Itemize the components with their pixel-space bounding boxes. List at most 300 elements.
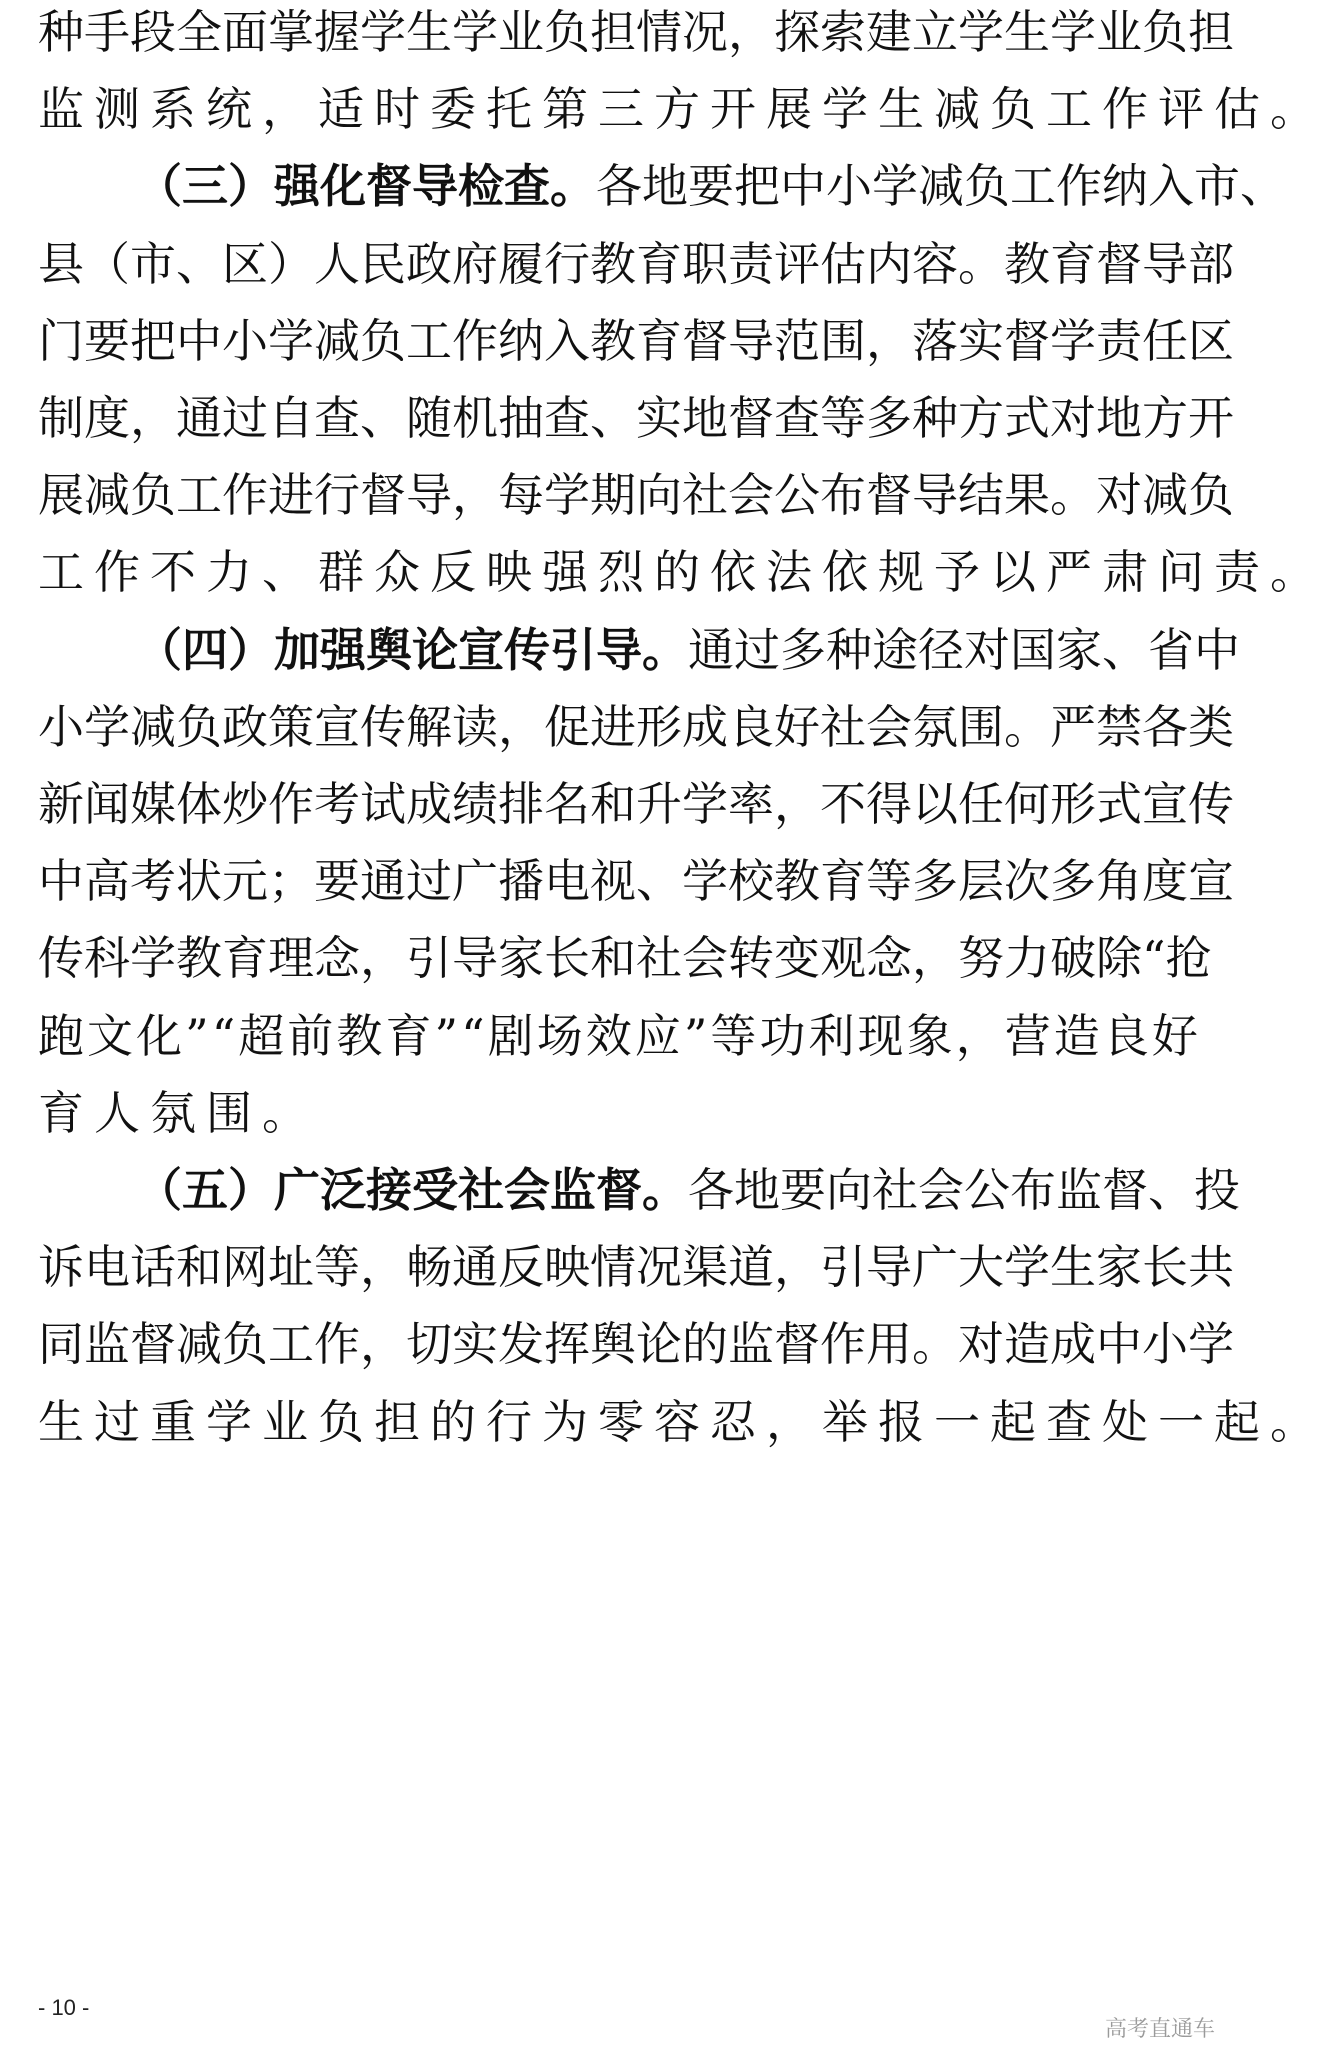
text-line [38, 851, 1234, 911]
text-char: 社 [820, 700, 866, 754]
text-char: 念 [314, 931, 360, 985]
text-char: 同 [38, 1317, 84, 1371]
text-char: 转 [728, 931, 774, 985]
text-char: 地 [734, 1163, 780, 1217]
text-line [38, 79, 1326, 139]
text-char: 宣 [1142, 777, 1188, 831]
text-char: 电 [84, 1240, 130, 1294]
text-char: 机 [452, 391, 498, 445]
text-char: 通 [452, 1240, 498, 1294]
text-char: 查 [314, 391, 360, 445]
text-char: 县 [38, 237, 84, 291]
text-char: 地 [682, 391, 728, 445]
text-char: ， [766, 1395, 822, 1449]
heading-char: 论 [412, 623, 458, 677]
text-char: 形 [636, 700, 682, 754]
text-char: “ [211, 1009, 236, 1063]
text-char: 传 [38, 931, 84, 985]
text-char: 实 [636, 391, 682, 445]
text-char: 长 [1142, 1240, 1188, 1294]
text-char: 围 [206, 1086, 262, 1140]
text-char: 闻 [84, 777, 130, 831]
text-char: 次 [1004, 854, 1050, 908]
text-char: 展 [766, 82, 822, 136]
heading-char: 督 [366, 159, 412, 213]
text-char: 估 [820, 237, 866, 291]
text-char: 和 [590, 931, 636, 985]
text-char: 监 [84, 1317, 130, 1371]
text-char: 行 [314, 468, 360, 522]
text-char: 开 [1188, 391, 1234, 445]
text-char: 场 [536, 1009, 583, 1063]
text-char: 过 [734, 623, 780, 677]
text-char: 严 [1046, 545, 1102, 599]
heading-char: 强 [274, 159, 320, 213]
text-char: 址 [268, 1240, 314, 1294]
text-char: 地 [1096, 391, 1142, 445]
text-char: 要 [84, 314, 130, 368]
text-char: 。 [1270, 1395, 1326, 1449]
text-char: 学 [872, 159, 918, 213]
text-char: 、 [636, 854, 682, 908]
text-char: 人 [94, 1086, 150, 1140]
text-char: 容 [654, 1395, 710, 1449]
text-char: 责 [1214, 545, 1270, 599]
text-char: 排 [498, 777, 544, 831]
text-char: 学 [452, 5, 498, 59]
heading-char: 四 [182, 623, 228, 677]
text-char: 良 [1102, 1009, 1149, 1063]
text-char: 忍 [710, 1395, 766, 1449]
heading-char: 泛 [320, 1163, 366, 1217]
text-char: 炒 [222, 777, 268, 831]
text-char: 民 [360, 237, 406, 291]
text-char: 映 [544, 1240, 590, 1294]
text-line [38, 774, 1234, 834]
text-char: 角 [1096, 854, 1142, 908]
text-char: 举 [822, 1395, 878, 1449]
text-char: 传 [1188, 777, 1234, 831]
text-char: 围 [958, 700, 1004, 754]
text-char: 入 [544, 314, 590, 368]
text-char: 督 [1096, 237, 1142, 291]
text-char: 生 [406, 5, 452, 59]
text-char: 方 [654, 82, 710, 136]
text-char: 适 [318, 82, 374, 136]
text-char: 力 [206, 545, 262, 599]
text-char: ” [434, 1009, 459, 1063]
text-char: 除 [1096, 931, 1142, 985]
text-char: 多 [912, 854, 958, 908]
text-char: 考 [130, 854, 176, 908]
text-char: 作 [268, 777, 314, 831]
text-char: 法 [766, 545, 822, 599]
heading-char: 引 [550, 623, 596, 677]
text-char: 督 [866, 468, 912, 522]
text-char: 学 [130, 931, 176, 985]
text-char: 果 [1004, 468, 1050, 522]
text-char: 实 [452, 1317, 498, 1371]
text-char: 查 [1046, 1395, 1102, 1449]
text-char: 对 [958, 1317, 1004, 1371]
text-char: 中 [780, 159, 826, 213]
text-line [38, 928, 1212, 988]
text-char: 期 [590, 468, 636, 522]
text-char: 中 [176, 314, 222, 368]
text-char: 学 [822, 82, 878, 136]
text-char: 随 [406, 391, 452, 445]
text-char: ” [683, 1009, 708, 1063]
text-char: 好 [1151, 1009, 1198, 1063]
text-char: 担 [590, 5, 636, 59]
text-char: “ [1142, 931, 1166, 985]
text-char: ， [262, 82, 318, 136]
text-char: ， [360, 1317, 406, 1371]
text-char: 。 [1270, 82, 1326, 136]
text-char: 负 [990, 82, 1046, 136]
text-char: 起 [990, 1395, 1046, 1449]
text-char: 名 [544, 777, 590, 831]
heading-char: 。 [642, 1163, 688, 1217]
text-char: 教 [774, 854, 820, 908]
text-char: ； [268, 854, 314, 908]
text-char: 作 [94, 545, 150, 599]
text-char: 度 [84, 391, 130, 445]
text-char: 公 [964, 1163, 1010, 1217]
text-char: 纳 [1102, 159, 1148, 213]
text-char: 效 [585, 1009, 632, 1063]
text-char: 新 [38, 777, 84, 831]
text-char: 多 [1050, 854, 1096, 908]
text-char: 营 [1004, 1009, 1051, 1063]
text-char: 负 [1188, 468, 1234, 522]
text-char: ” [185, 1009, 209, 1063]
text-char: 的 [430, 1395, 486, 1449]
text-char: 担 [374, 1395, 430, 1449]
text-char: 时 [374, 82, 430, 136]
text-char: 以 [990, 545, 1046, 599]
text-char: 严 [1050, 700, 1096, 754]
text-char: 等 [820, 391, 866, 445]
text-char: 体 [176, 777, 222, 831]
text-char: 行 [544, 237, 590, 291]
text-char: 府 [452, 237, 498, 291]
text-char: 和 [590, 777, 636, 831]
text-char: ， [130, 391, 176, 445]
text-char: 育 [636, 314, 682, 368]
text-char: 减 [918, 159, 964, 213]
text-char: 育 [222, 931, 268, 985]
text-char: 制 [38, 391, 84, 445]
text-char: 试 [360, 777, 406, 831]
text-char: 家 [1096, 1240, 1142, 1294]
text-char: 为 [542, 1395, 598, 1449]
text-char: 负 [130, 468, 176, 522]
text-char: 依 [710, 545, 766, 599]
text-char: 自 [268, 391, 314, 445]
text-char: 市 [130, 237, 176, 291]
text-char: 每 [498, 468, 544, 522]
text-char: 成 [1050, 1317, 1096, 1371]
text-char: 过 [222, 391, 268, 445]
text-char: 得 [866, 777, 912, 831]
text-char: 一 [934, 1395, 990, 1449]
heading-char: 会 [504, 1163, 550, 1217]
text-char: 况 [682, 5, 728, 59]
text-char: 况 [636, 1240, 682, 1294]
text-char: 段 [130, 5, 176, 59]
text-char: 零 [598, 1395, 654, 1449]
text-char: 教 [176, 931, 222, 985]
text-char: 念 [866, 931, 912, 985]
text-char: 区 [1188, 314, 1234, 368]
text-char: 现 [857, 1009, 904, 1063]
text-char: 把 [734, 159, 780, 213]
text-char: 建 [866, 5, 912, 59]
text-char: 督 [130, 1317, 176, 1371]
text-char: 种 [826, 623, 872, 677]
text-char: ， [360, 1240, 406, 1294]
text-char: ， [774, 1240, 820, 1294]
page-number: - 10 - [38, 1995, 90, 2020]
text-char: 统 [206, 82, 262, 136]
text-char: 成 [406, 777, 452, 831]
text-char: 规 [878, 545, 934, 599]
text-char: 良 [728, 700, 774, 754]
text-char: 变 [774, 931, 820, 985]
text-char: 剧 [487, 1009, 534, 1063]
text-char: ， [866, 314, 912, 368]
text-char: 和 [176, 1240, 222, 1294]
text-char: ， [452, 468, 498, 522]
text-char: 学 [1004, 1240, 1050, 1294]
text-char: 考 [314, 777, 360, 831]
text-char: 业 [1096, 5, 1142, 59]
text-char: 文 [87, 1009, 134, 1063]
text-char: 、 [262, 545, 318, 599]
text-char: 学 [268, 314, 314, 368]
text-char: 委 [430, 82, 486, 136]
text-char: 予 [934, 545, 990, 599]
text-char: 以 [912, 777, 958, 831]
text-char: 多 [780, 623, 826, 677]
text-char: 方 [1142, 391, 1188, 445]
text-char: 何 [1004, 777, 1050, 831]
text-char: 立 [912, 5, 958, 59]
heading-char: 化 [320, 159, 366, 213]
text-char: 状 [176, 854, 222, 908]
text-char: 家 [498, 931, 544, 985]
text-char: 评 [774, 237, 820, 291]
heading-char: （ [136, 159, 182, 213]
text-char: 进 [590, 700, 636, 754]
text-char: 省 [1148, 623, 1194, 677]
text-char: 减 [130, 700, 176, 754]
text-char: 重 [150, 1395, 206, 1449]
text-char: 用 [866, 1317, 912, 1371]
text-char: 观 [820, 931, 866, 985]
text-char: 负 [964, 159, 1010, 213]
text-char: 围 [820, 314, 866, 368]
text-char: 视 [590, 854, 636, 908]
text-char: 学 [682, 777, 728, 831]
text-line [38, 311, 1234, 371]
text-char: 广 [452, 854, 498, 908]
text-char: 纳 [498, 314, 544, 368]
text-char: 要 [688, 159, 734, 213]
text-char: 教 [590, 237, 636, 291]
text-char: 学 [360, 5, 406, 59]
text-char: 问 [1158, 545, 1214, 599]
text-char: 结 [958, 468, 1004, 522]
text-char: 中 [1194, 623, 1240, 677]
text-char: 范 [774, 314, 820, 368]
text-char: 成 [682, 700, 728, 754]
text-char: 布 [820, 468, 866, 522]
text-char: ， [498, 700, 544, 754]
text-char: 负 [544, 5, 590, 59]
text-char: 共 [1188, 1240, 1234, 1294]
text-char: 前 [287, 1009, 334, 1063]
heading-char: 导 [596, 623, 642, 677]
text-char: 禁 [1096, 700, 1142, 754]
text-char: 把 [130, 314, 176, 368]
text-char: 探 [774, 5, 820, 59]
text-char: 会 [918, 1163, 964, 1217]
text-char: 径 [918, 623, 964, 677]
text-char: 区 [222, 237, 268, 291]
text-char: 形 [1050, 777, 1096, 831]
text-char: 查 [544, 391, 590, 445]
text-char: 。 [912, 1317, 958, 1371]
text-char: 减 [176, 1317, 222, 1371]
text-char: 向 [636, 468, 682, 522]
text-char: 生 [1050, 1240, 1096, 1294]
text-char: （ [84, 237, 130, 291]
text-char: 减 [84, 468, 130, 522]
heading-char: 传 [504, 623, 550, 677]
text-char: 监 [728, 1317, 774, 1371]
text-char: 氛 [150, 1086, 206, 1140]
text-char: 减 [314, 314, 360, 368]
text-char: 中 [1096, 1317, 1142, 1371]
text-char: 工 [1046, 82, 1102, 136]
text-char: 引 [820, 1240, 866, 1294]
text-char: 督 [728, 391, 774, 445]
text-char: 利 [808, 1009, 855, 1063]
text-char: 处 [1102, 1395, 1158, 1449]
text-line [38, 697, 1234, 757]
heading-char: （ [136, 623, 182, 677]
text-line [38, 2, 1234, 62]
text-char: 生 [38, 1395, 94, 1449]
text-char: 会 [866, 700, 912, 754]
text-line [38, 234, 1234, 294]
text-char: 话 [130, 1240, 176, 1294]
text-char: 担 [1188, 5, 1234, 59]
text-char: 学 [1050, 5, 1096, 59]
heading-char: 。 [550, 159, 596, 213]
text-char: 氛 [912, 700, 958, 754]
text-char: 学 [84, 700, 130, 754]
text-char: 小 [38, 700, 84, 754]
text-char: 、 [1102, 623, 1148, 677]
text-char: 广 [912, 1240, 958, 1294]
paragraph-heading-line [136, 620, 1240, 680]
text-line [38, 1314, 1234, 1374]
text-char: 负 [318, 1395, 374, 1449]
text-char: 督 [774, 1317, 820, 1371]
text-char: 导 [912, 468, 958, 522]
text-char: 大 [958, 1240, 1004, 1294]
text-line [38, 1392, 1326, 1452]
text-char: 等 [314, 1240, 360, 1294]
text-char: 监 [1056, 1163, 1102, 1217]
text-char: 握 [314, 5, 360, 59]
text-char: 工 [268, 1317, 314, 1371]
text-char: 度 [1142, 854, 1188, 908]
text-char: 全 [176, 5, 222, 59]
text-char: 方 [958, 391, 1004, 445]
text-char: 。 [1050, 468, 1096, 522]
text-char: 中 [38, 854, 84, 908]
heading-char: 五 [182, 1163, 228, 1217]
text-char: 力 [1004, 931, 1050, 985]
text-char: 督 [682, 314, 728, 368]
text-char: 众 [374, 545, 430, 599]
text-char: 测 [94, 82, 150, 136]
text-char: 门 [38, 314, 84, 368]
text-char: 解 [406, 700, 452, 754]
text-char: ， [728, 5, 774, 59]
text-char: 理 [268, 931, 314, 985]
text-char: 通 [176, 391, 222, 445]
text-char: 作 [452, 314, 498, 368]
text-char: 映 [486, 545, 542, 599]
text-char: 入 [1148, 159, 1194, 213]
heading-char: 舆 [366, 623, 412, 677]
heading-char: 监 [550, 1163, 596, 1217]
text-char: 。 [1270, 545, 1326, 599]
text-char: 育 [636, 237, 682, 291]
text-char: 通 [688, 623, 734, 677]
text-char: 生 [878, 82, 934, 136]
text-char: 减 [1142, 468, 1188, 522]
text-char: 作 [222, 468, 268, 522]
text-char: 进 [268, 468, 314, 522]
text-char: 电 [544, 854, 590, 908]
text-char: 社 [636, 931, 682, 985]
text-char: 工 [38, 545, 94, 599]
text-char: 诉 [38, 1240, 84, 1294]
text-char: 督 [360, 468, 406, 522]
text-char: 工 [406, 314, 452, 368]
text-char: 不 [150, 545, 206, 599]
text-char: 工 [176, 468, 222, 522]
text-char: ， [360, 931, 406, 985]
text-char: 学 [958, 5, 1004, 59]
paragraph-heading-line [136, 1160, 1240, 1220]
text-char: 行 [486, 1395, 542, 1449]
text-char: 、 [1240, 159, 1286, 213]
text-char: 造 [1004, 1317, 1050, 1371]
text-char: 督 [1102, 1163, 1148, 1217]
text-char: 学 [206, 1395, 262, 1449]
heading-char: 。 [642, 623, 688, 677]
text-char: 畅 [406, 1240, 452, 1294]
text-char: 容 [912, 237, 958, 291]
text-char: 业 [498, 5, 544, 59]
